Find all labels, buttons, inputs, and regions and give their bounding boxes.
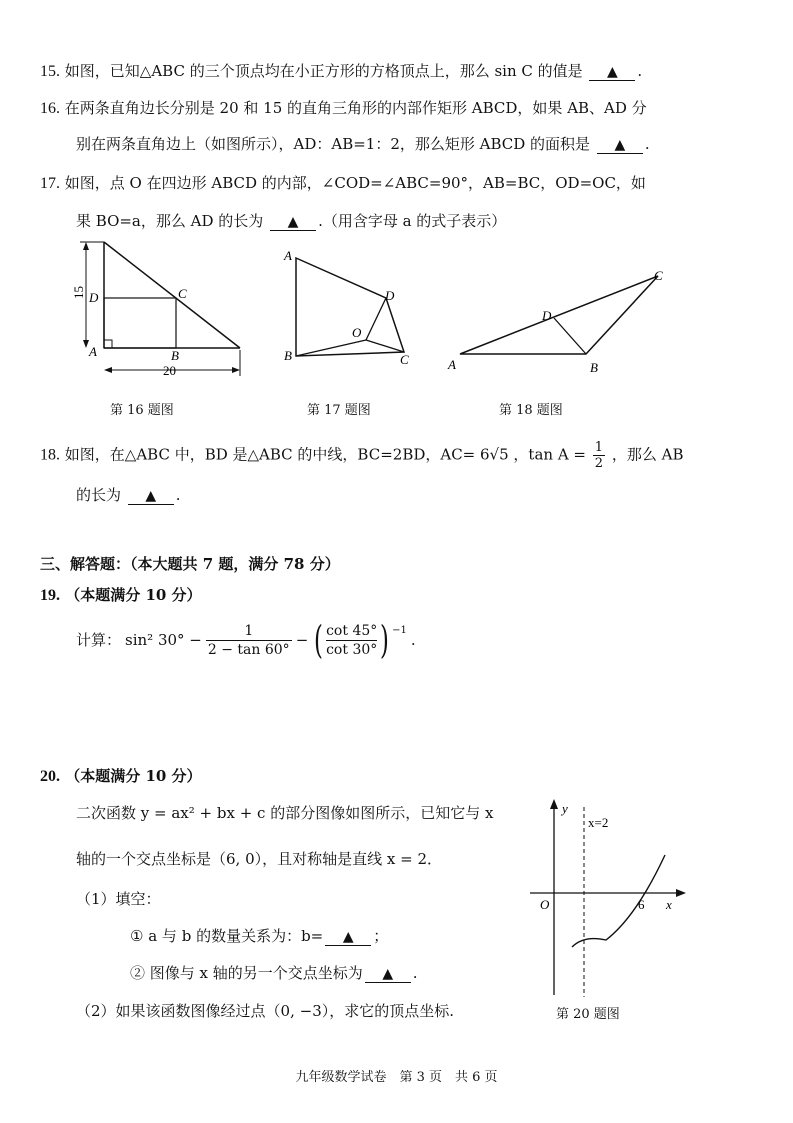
q20-part1b xyxy=(130,962,418,984)
q18-line1 xyxy=(40,440,683,471)
fig18-vertex-d: D xyxy=(542,308,552,323)
q20-part1a xyxy=(130,925,388,947)
q19-label: 计算： xyxy=(76,631,122,649)
q20-part1a-end: ； xyxy=(373,927,389,945)
fig18-vertex-b: B xyxy=(590,360,598,375)
q20-part1a-blank: ▲ xyxy=(325,929,371,946)
q16-line1 xyxy=(40,97,647,120)
q20-part1b-blank: ▲ xyxy=(365,966,411,983)
q18-text-line2: 的长为 xyxy=(76,486,122,504)
q19-number: 19. xyxy=(40,587,60,604)
q19-fraction2-num: cot 45° xyxy=(326,622,378,639)
q16-line2 xyxy=(76,133,650,155)
q17-number: 17. xyxy=(40,175,60,192)
q16-number: 16. xyxy=(40,100,60,117)
q19-right-paren: ) xyxy=(380,618,390,662)
fig20-y-label: y xyxy=(562,801,568,816)
q18-fraction xyxy=(593,440,605,471)
q20-text-line2: 轴的一个交点坐标是（6, 0），且对称轴是直线 x = 2． xyxy=(76,850,443,868)
q15-text: 如图，已知△ABC 的三个顶点均在小正方形的方格顶点上，那么 sin C 的值是 xyxy=(64,62,583,80)
fig18-vertex-a: A xyxy=(448,357,456,372)
figure-16 xyxy=(70,238,255,383)
q18-line2 xyxy=(76,484,181,506)
q18-fraction-den: 2 xyxy=(594,456,604,471)
fig20-origin: O xyxy=(540,897,550,912)
q16-text-line1: 在两条直角边长分别是 20 和 15 的直角三角形的内部作矩形 ABCD，如果 AB、AD 分 xyxy=(64,99,647,117)
fig16-vertex-a: A xyxy=(89,344,97,359)
q20-line2 xyxy=(76,848,442,870)
q17-line2 xyxy=(76,210,506,232)
q20-part2-text: （2）如果该函数图像经过点（0, −3），求它的顶点坐标. xyxy=(76,1002,455,1020)
q19-term1: sin² 30° − xyxy=(125,631,202,649)
q15-line xyxy=(40,60,642,83)
q20-number: 20. xyxy=(40,768,60,785)
q19-fraction2 xyxy=(326,622,377,659)
q18-fraction-num: 1 xyxy=(594,440,604,455)
fig18-caption: 第 18 题图 xyxy=(499,403,563,418)
q17-text-line2a: 果 BO=a，那么 AD 的长为 xyxy=(76,212,264,230)
fig17-vertex-b: B xyxy=(284,348,292,363)
fig16-length-20: 20 xyxy=(163,363,176,378)
q15-number: 15. xyxy=(40,63,60,80)
q20-text-line1: 二次函数 y = ax² + bx + c 的部分图像如图所示，已知它与 x xyxy=(76,804,494,822)
q15-answer-blank: ▲ xyxy=(589,64,635,81)
q20-part1a-text: ① a 与 b 的数量关系为：b= xyxy=(130,927,324,945)
q20-part1b-text: ② 图像与 x 轴的另一个交点坐标为 xyxy=(130,964,363,982)
q19-fraction1-num: 1 xyxy=(206,622,292,641)
section-3-heading: 三、解答题：（本大题共 7 题，满分 78 分） xyxy=(40,555,340,573)
q18-text-line1a: 如图，在△ABC 中，BD 是△ABC 的中线，BC=2BD，AC= 6√5 ，tan A = xyxy=(64,445,586,464)
q19-exponent: −1 xyxy=(392,625,407,636)
q19-fraction1-den: 2 − tan 60° xyxy=(207,641,290,658)
fig16-caption: 第 16 题图 xyxy=(110,403,174,418)
q19-score: （本题满分 10 分） xyxy=(65,586,202,604)
q19-expression xyxy=(76,618,416,662)
q19-fraction2-den: cot 30° xyxy=(326,641,378,658)
fig17-caption: 第 17 题图 xyxy=(307,403,371,418)
q19-heading xyxy=(40,584,202,605)
fig17-vertex-d: D xyxy=(385,288,395,303)
fig20-axis-label: x=2 xyxy=(588,815,609,830)
q19-fraction1 xyxy=(206,622,292,659)
q20-heading xyxy=(40,765,202,786)
fig20-x-label: x xyxy=(666,897,672,912)
q16-answer-blank: ▲ xyxy=(597,137,643,154)
fig20-caption: 第 20 题图 xyxy=(556,1007,620,1022)
fig17-vertex-o: O xyxy=(352,325,362,340)
q20-part1-label: （1）填空： xyxy=(76,890,161,908)
q17-text-line1: 如图，点 O 在四边形 ABCD 的内部，∠COD=∠ABC=90°，AB=BC，OD=OC，如 xyxy=(64,174,646,192)
q20-part2 xyxy=(76,1000,454,1022)
q16-end: . xyxy=(644,135,650,153)
fig16-length-15: 15 xyxy=(71,286,86,299)
fig16-vertex-c: C xyxy=(178,286,187,301)
q15-end: . xyxy=(637,62,643,80)
figure-18 xyxy=(440,268,675,378)
q19-end: . xyxy=(410,631,416,649)
fig20-six: 6 xyxy=(638,897,645,912)
figure-17 xyxy=(280,244,415,374)
q18-text-line1b: ，那么 AB xyxy=(611,445,684,464)
fig17-vertex-a: A xyxy=(284,248,292,263)
q18-number: 18. xyxy=(40,446,60,464)
fig16-vertex-b: B xyxy=(171,348,179,363)
q17-text-line2b: .（用含字母 a 的式子表示） xyxy=(318,212,507,230)
fig17-vertex-c: C xyxy=(400,352,409,367)
q17-answer-blank: ▲ xyxy=(270,214,316,231)
q20-score: （本题满分 10 分） xyxy=(65,767,202,785)
q17-line1 xyxy=(40,172,646,195)
q16-text-line2: 别在两条直角边上（如图所示），AD：AB=1：2，那么矩形 ABCD 的面积是 xyxy=(76,135,591,153)
q19-minus: − xyxy=(295,631,309,649)
fig18-vertex-c: C xyxy=(654,268,663,283)
fig16-vertex-d: D xyxy=(89,290,99,305)
q19-left-paren: ( xyxy=(314,618,324,662)
q20-part1 xyxy=(76,888,161,910)
figure-20 xyxy=(520,797,690,1002)
q20-part1b-end: . xyxy=(412,964,418,982)
q18-end: . xyxy=(175,486,181,504)
q18-answer-blank: ▲ xyxy=(128,488,174,505)
page-footer: 九年级数学试卷 第 3 页 共 6 页 xyxy=(295,1070,498,1085)
q20-line1 xyxy=(76,802,493,824)
